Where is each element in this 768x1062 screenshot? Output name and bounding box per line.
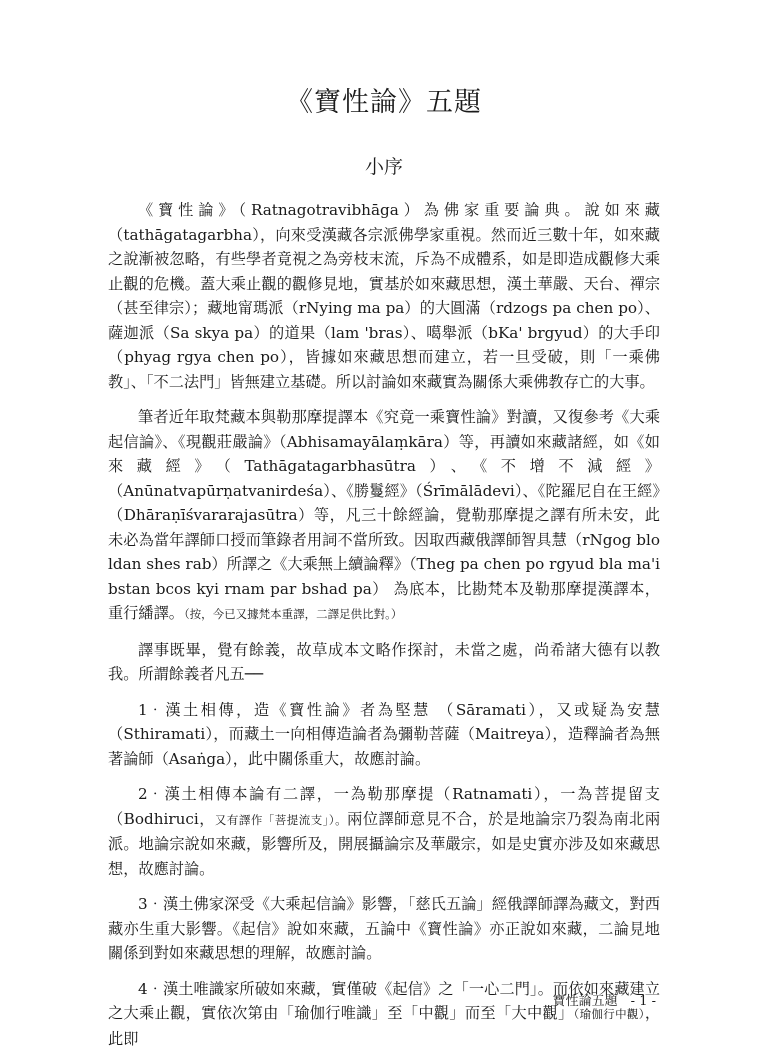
paragraph-7-text-b: ，此即 [108,1004,661,1048]
paragraph-6: 3‧漢土佛家深受《大乘起信論》影響，「慈氏五論」經俄譯師譯為藏文，對西藏亦生重大影響。《起信》說如來藏，五論中《寶性論》亦正說如來藏，二論見地關係到對如來藏思想的理解，故應討論。 [108,895,660,962]
paragraph-5-text-a: 2‧漢土相傳本論有二譯，一為勒那摩提（Ratnamati），一為菩提留支（Bodhiruci， [108,785,660,828]
document-title: 《寶性論》五題 [286,87,482,118]
page-footer: 寶性論五題 - 1 - [552,994,656,1009]
paragraph-5 [108,782,660,881]
paragraph-2 [108,405,660,627]
paragraph-5-note: 又有譯作「菩提流支」）。 [214,812,348,827]
paragraph-2-note: （按，今已又據梵本重譯，二譯足供比對。） [183,607,403,621]
paragraph-7-text-a: 4‧漢土唯識家所破如來藏，實僅破《起信》之「一心二門」。而依如來藏建立之大乘止觀，實依次第由「瑜伽行唯識」至「中觀」而至「大中觀」 [108,979,660,1022]
paragraph-4: 1‧漢土相傳，造《寶性論》者為堅慧 （Sāramati），又或疑為安慧 （Sthiramati），而藏土一向相傳造論者為彌勒菩薩（Maitreya），造釋論者為無著論師（Asaṅga），此中關係重大，故應討論。 [108,700,660,768]
section-subtitle: 小序 [364,156,403,178]
paragraph-2-text: 筆者近年取梵藏本與勒那摩提譯本《究竟一乘寶性論》對讀，又復參考《大乘起信論》、《現觀莊嚴論》（Abhisamayālaṃkāra）等，再讀如來藏諸經，如《如來藏經》（Tathāgatagarbhasūtra）、《不增不減經》（Anūnatvapūrṇatvanirdeśa）、《勝鬘經》（Śrīmālādevi）、《陀羅尼自在王經》（Dhāraṇīśvararajasūtra）等，凡三十餘經論，覺勒那摩提之譯有所未安，此未必為當年譯師口授而筆錄者用詞不當所致。因取西藏俄譯師智具慧（rNgog blo ldan shes rab）所譯之《大乘無上續論釋》（Theg pa chen po rgyud bla ma'i bstan bcos kyi rnam par bshad pa） 為底本，比勘梵本及勒那摩提漢譯本，重行繙譯。 [108,408,660,622]
paragraph-7 [108,977,660,1052]
document-body [108,198,660,1062]
paragraph-3: 譯事既畢，覺有餘義，故草成本文略作探討，未當之處，尚希諸大德有以教我。所謂餘義者凡五── [108,640,660,683]
paragraph-7-note: （瑜伽行中觀） [573,1007,645,1021]
paragraph-5-text-b: 兩位譯師意見不合，於是地論宗乃裂為南北兩派。地論宗說如來藏，影響所及，開展攝論宗及華嚴宗，如是史實亦涉及如來藏思想，故應討論。 [108,809,661,878]
paragraph-1: 《寶性論》（Ratnagotravibhāga）為佛家重要論典。說如來藏（tathāgatagarbha），向來受漢藏各宗派佛學家重視。然而近三數十年，如來藏之說漸被忽略，有些學者竟視之為旁枝末流，斥為不成體系，如是即造成觀修大乘止觀的危機。蓋大乘止觀的觀修見地，實基於如來藏思想，漢土華嚴、天台、禪宗（甚至律宗）；藏地甯瑪派（rNying ma pa）的大圓滿（rdzogs pa chen po）、薩迦派（Sa skya pa）的道果（lam 'bras）、噶舉派（bKa' brgyud）的大手印（phyag rgya chen po），皆據如來藏思想而建立，若一旦受破，則「一乘佛教」、「不二法門」皆無建立基礎。所以討論如來藏實為關係大乘佛教存亡的大事。 [108,201,660,391]
